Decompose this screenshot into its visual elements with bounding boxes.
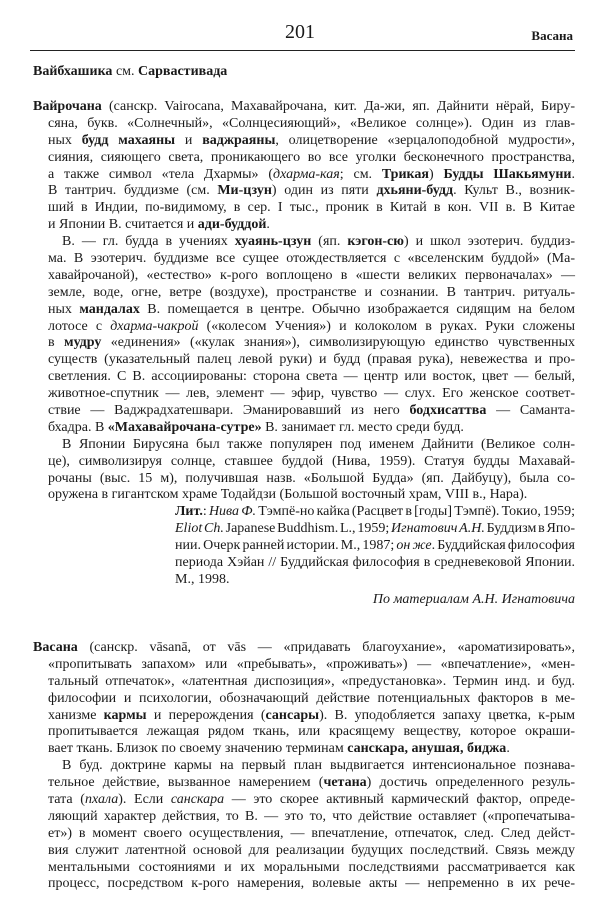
italic-term: он же bbox=[396, 537, 432, 553]
bold-term: ади-буддой bbox=[197, 217, 267, 233]
text-run: светления. С В. ассоциированы: сторона света — центр или восток, цвет — белый, bbox=[48, 369, 575, 385]
text-run: тата ( bbox=[48, 792, 85, 808]
text-line bbox=[48, 809, 575, 826]
text-line bbox=[48, 454, 575, 471]
text-line bbox=[48, 200, 575, 217]
text-line-content bbox=[48, 420, 464, 437]
text-line bbox=[48, 352, 575, 369]
text-line-content bbox=[175, 521, 575, 538]
text-run: В. — гл. будда в учениях bbox=[62, 234, 235, 250]
text-line bbox=[48, 420, 575, 437]
text-line bbox=[48, 758, 575, 775]
text-run: В Японии Бирусяна был также популярен под именем Дайнити (Великое солн- bbox=[62, 436, 575, 452]
entry-vairocana-author-signature: По материалам А.Н. Игнатовича bbox=[372, 592, 575, 607]
text-line-content bbox=[62, 437, 575, 454]
text-line-content bbox=[48, 876, 575, 893]
text-run: ментальными состояниями и их моральными последствиями рассматривается как bbox=[48, 859, 575, 875]
text-line bbox=[48, 741, 575, 758]
text-run: . bbox=[506, 741, 510, 757]
text-line bbox=[48, 487, 575, 504]
text-run: ствие — Ваджрадхатешвари. Эманировавший из него bbox=[48, 403, 410, 419]
text-run: рочаны (выс. 15 м), получившая назв. «Большой Будда» (яп. Дайбуцу), была со- bbox=[48, 470, 575, 486]
text-line-content bbox=[48, 167, 575, 184]
text-line-content bbox=[48, 809, 575, 826]
entry-vairocana bbox=[33, 99, 576, 504]
text-line bbox=[48, 133, 575, 150]
bold-term: Сарвастивада bbox=[138, 64, 228, 79]
text-line-content bbox=[175, 504, 575, 521]
text-line bbox=[48, 150, 575, 167]
running-head: Васана bbox=[531, 28, 573, 43]
text-run: ет») в момент своего осуществления, — впечатление, отпечаток, след. След дейст- bbox=[48, 825, 575, 841]
text-line bbox=[48, 234, 575, 251]
text-run: животное-спутник — лев, элемент — эфир, чувство — слух. Его женское соответ- bbox=[48, 386, 575, 402]
text-run: Буддизм в Япо- bbox=[484, 520, 575, 536]
text-run: хавайрочаной), «естество» к-рого воплощено в «шести великих первоначалах» — bbox=[48, 267, 575, 283]
text-line bbox=[48, 386, 575, 403]
italic-term: Eliot Ch. bbox=[175, 520, 224, 536]
text-line bbox=[48, 471, 575, 488]
text-run: , олицетворение «зерцалоподобной мудрости», bbox=[275, 132, 575, 148]
text-line-content bbox=[48, 792, 575, 809]
text-line-content bbox=[175, 572, 229, 589]
text-line-content bbox=[48, 775, 575, 792]
text-line bbox=[48, 826, 575, 843]
text-line bbox=[48, 674, 575, 691]
text-line-content bbox=[48, 302, 575, 319]
text-run: процесс, посредством к-рого намерения, волевые акты — непременно в их рече- bbox=[48, 876, 575, 892]
entry-vaibhashika bbox=[33, 64, 227, 80]
text-run: ) bbox=[428, 166, 444, 182]
text-run: пропитывается лежащая рядом ткань, или красящему веществу, которое окраши- bbox=[48, 724, 575, 740]
text-line-content bbox=[48, 335, 575, 352]
text-run: ляющий характер действия, то В. — это то, что действие оставляет («пропечатыва- bbox=[48, 808, 575, 824]
text-line-content bbox=[48, 268, 575, 285]
text-line bbox=[48, 403, 575, 420]
text-line bbox=[48, 775, 575, 792]
bold-term: четана bbox=[323, 775, 367, 791]
text-line bbox=[48, 183, 575, 200]
text-run: ) и школ эзотерич. буддиз- bbox=[403, 234, 576, 250]
text-run: а также символ «тела Дхармы» ( bbox=[48, 166, 274, 182]
text-run: ханизме bbox=[48, 707, 104, 723]
text-run: М., 1998. bbox=[175, 571, 230, 587]
text-run: и перерождения ( bbox=[146, 707, 266, 723]
text-line bbox=[48, 319, 575, 336]
text-line-content bbox=[48, 454, 575, 471]
text-line bbox=[48, 708, 575, 725]
italic-term: пхала bbox=[84, 792, 119, 808]
text-line bbox=[48, 691, 575, 708]
text-run: философии и психологии, обозначающий действие потенциальных факторов в ме- bbox=[48, 690, 575, 706]
text-run: : bbox=[202, 504, 209, 519]
text-line-content bbox=[48, 674, 575, 691]
text-line-content bbox=[48, 691, 575, 708]
text-run: тельное действие, вызванное намерением ( bbox=[48, 775, 324, 791]
text-run: — это скорее активный кармический фактор, опреде- bbox=[224, 792, 575, 808]
text-run: . Буддийская философия bbox=[431, 537, 575, 553]
bold-term: Будды Шакьямуни bbox=[443, 166, 572, 182]
text-line-content bbox=[48, 843, 575, 860]
text-line bbox=[33, 99, 575, 116]
text-line-content bbox=[48, 708, 575, 725]
italic-term: дхарма-чакрой bbox=[110, 318, 199, 334]
text-run: (санскр. vāsanā, от vās — «придавать благоухание», «ароматизировать», bbox=[77, 640, 575, 655]
bold-term: Вайбхашика bbox=[33, 64, 113, 79]
text-run: Тэмпё-но кайка (Расцвет в [годы] Тэмпё). Токио, 1959; bbox=[256, 504, 575, 519]
text-run: ) один из пяти bbox=[271, 183, 377, 199]
text-line-content bbox=[48, 860, 575, 877]
bold-term: мандалах bbox=[79, 301, 140, 317]
text-line bbox=[175, 555, 575, 572]
text-run: це), символизируя солнце, ставшее буддой (Нива, 1959). Статуя будды Махавай- bbox=[48, 453, 575, 469]
text-run: ма. В эзотерич. буддизме все сущее отождествляется с «вселенским буддой» (Ма- bbox=[48, 251, 575, 267]
text-run: сияния, сияющего света, проникающего во все уголки бесконечного пространства, bbox=[48, 149, 575, 165]
text-line-content bbox=[48, 724, 575, 741]
text-line-content bbox=[48, 826, 575, 843]
text-line-content bbox=[48, 386, 575, 403]
text-run: «пропитывать запахом» или «пребывать», «проживать») — «впечатление», «мен- bbox=[48, 656, 575, 672]
bold-term: дхьяни-будд bbox=[376, 183, 454, 199]
bold-term: сансары bbox=[265, 707, 320, 723]
text-run: и bbox=[175, 132, 203, 148]
text-line bbox=[48, 217, 575, 234]
bold-term: хуаянь-цзун bbox=[234, 234, 312, 250]
bold-term: «Махавайрочана-сутре» bbox=[107, 419, 262, 435]
text-run: периода Хэйан // Буддийская философия в средневековой Японии. bbox=[175, 554, 575, 570]
text-run: и Японии В. считается и bbox=[48, 217, 198, 233]
text-line-content bbox=[48, 133, 575, 150]
text-line bbox=[48, 657, 575, 674]
text-line-content bbox=[48, 403, 575, 420]
text-line-content bbox=[48, 352, 575, 369]
text-line-content bbox=[48, 741, 510, 758]
bold-term: ваджраяны bbox=[202, 132, 276, 148]
bold-term: Ми-цзун bbox=[217, 183, 272, 199]
text-line-content bbox=[48, 471, 575, 488]
text-line-content bbox=[48, 487, 527, 504]
text-run: оружена в гигантском храме Тодайдзи (Большой восточный храм, VIII в., Нара). bbox=[48, 487, 528, 503]
text-line-content bbox=[48, 251, 575, 268]
text-line-content bbox=[48, 657, 575, 674]
text-line bbox=[48, 369, 575, 386]
text-line bbox=[48, 335, 575, 352]
text-run: . bbox=[571, 166, 575, 182]
italic-term: Игнатович А.Н. bbox=[391, 520, 485, 536]
bold-term: Вайрочана bbox=[33, 99, 102, 114]
text-run: . Культ В., возник- bbox=[453, 183, 575, 199]
bold-term: санскара, анушая, биджа bbox=[347, 741, 507, 757]
text-line-content bbox=[48, 285, 575, 302]
text-run: «единения» («кулак знания»), символизирующую единство чувственных bbox=[101, 335, 575, 351]
text-run: ных bbox=[48, 301, 80, 317]
text-run: сяна, букв. «Солнечный», «Солнцесияющий», «Великое солнце»). Один из глав- bbox=[48, 115, 575, 131]
text-run: (санскр. Vairocana, Махавайрочана, кит. Да-жи, яп. Дайнити нёрай, Биру- bbox=[101, 99, 575, 114]
bold-term: Трикая bbox=[381, 166, 429, 182]
text-line-content bbox=[48, 116, 575, 133]
text-run: В. занимает гл. место среди будд. bbox=[261, 419, 464, 435]
bold-term: кэгон-сю bbox=[347, 234, 404, 250]
entry-vairocana-literature bbox=[175, 504, 575, 588]
text-run: земле, воде, огне, ветре (воздухе), пространстве и сознании. В тантрич. ритуаль- bbox=[48, 284, 575, 300]
text-line bbox=[48, 116, 575, 133]
text-run: — Саманта- bbox=[486, 403, 575, 419]
text-run: . bbox=[266, 217, 270, 233]
text-run: вия служит латентной основой для реализации будущих последствий. Связь между bbox=[48, 842, 575, 858]
text-run: («колесом Учения») и колоколом в руках. Руки сложены bbox=[198, 318, 575, 334]
bold-term: Васана bbox=[33, 640, 78, 655]
text-run: вает ткань. Близок по своему значению терминам bbox=[48, 741, 348, 757]
text-line bbox=[48, 437, 575, 454]
bold-term: Лит. bbox=[175, 504, 203, 519]
text-run: Japanese Buddhism. L., 1959; bbox=[223, 520, 391, 536]
text-line bbox=[48, 843, 575, 860]
text-line-content bbox=[62, 758, 575, 775]
text-run: тальный отпечаток», «латентная диспозиция», «предустановка». Термин инд. и буд. bbox=[48, 673, 575, 689]
text-run: бхадра. В bbox=[48, 419, 108, 435]
text-run: ). Если bbox=[118, 792, 171, 808]
text-line-content bbox=[33, 640, 575, 657]
text-run: лотосе с bbox=[48, 318, 111, 334]
text-run: (яп. bbox=[311, 234, 348, 250]
text-line-content bbox=[48, 217, 270, 234]
header-rule bbox=[30, 50, 575, 51]
bold-term: мудру bbox=[64, 335, 102, 351]
page-number: 201 bbox=[285, 21, 315, 43]
text-run: ший в Индии, по-видимому, в сер. I тыс., проник в Китай в кон. VII в. В Китае bbox=[48, 200, 575, 216]
text-run: нии. Очерк ранней истории. М., 1987; bbox=[175, 537, 397, 553]
text-run: ) достичь определенного резуль- bbox=[366, 775, 575, 791]
text-line bbox=[175, 504, 575, 521]
text-line bbox=[175, 521, 575, 538]
text-line-content bbox=[33, 99, 575, 116]
bold-term: бодхисаттва bbox=[409, 403, 487, 419]
text-run: В тантрич. буддизме (см. bbox=[48, 183, 218, 199]
text-line bbox=[48, 302, 575, 319]
text-run: см. bbox=[112, 64, 139, 79]
bold-term: будд махаяны bbox=[81, 132, 176, 148]
text-line bbox=[175, 538, 575, 555]
text-line-content bbox=[62, 234, 575, 251]
text-line bbox=[48, 860, 575, 877]
text-line bbox=[48, 167, 575, 184]
text-line-content bbox=[175, 538, 575, 555]
text-run: В. помещается в центре. Обычно изображается сидящим на белом bbox=[139, 301, 575, 317]
text-run: ; см. bbox=[339, 166, 382, 182]
text-line-content bbox=[48, 369, 575, 386]
text-run: ных bbox=[48, 132, 82, 148]
text-run: ). В. уподобляется запаху цветка, к-рым bbox=[319, 707, 575, 723]
text-line bbox=[48, 285, 575, 302]
text-run: В буд. доктрине кармы на первый план выдвигается интенсиональное познава- bbox=[62, 758, 575, 774]
text-line bbox=[175, 572, 575, 589]
text-line-content bbox=[48, 200, 575, 217]
text-line bbox=[48, 251, 575, 268]
italic-term: дхарма-кая bbox=[273, 166, 340, 182]
text-line bbox=[48, 268, 575, 285]
italic-term: санскара bbox=[170, 792, 225, 808]
text-line-content bbox=[48, 183, 575, 200]
text-line bbox=[48, 876, 575, 893]
text-line bbox=[48, 792, 575, 809]
text-line-content bbox=[48, 319, 575, 336]
bold-term: кармы bbox=[103, 707, 147, 723]
text-run: в bbox=[48, 335, 65, 351]
text-line-content bbox=[48, 150, 575, 167]
italic-term: Нива Ф. bbox=[208, 504, 256, 519]
text-line-content bbox=[175, 555, 575, 572]
text-run: существ (указательный палец левой руки) и будд (правая рука), невежества и про- bbox=[48, 352, 575, 368]
entry-vasana bbox=[33, 640, 575, 893]
text-line bbox=[48, 724, 575, 741]
text-line bbox=[33, 640, 575, 657]
